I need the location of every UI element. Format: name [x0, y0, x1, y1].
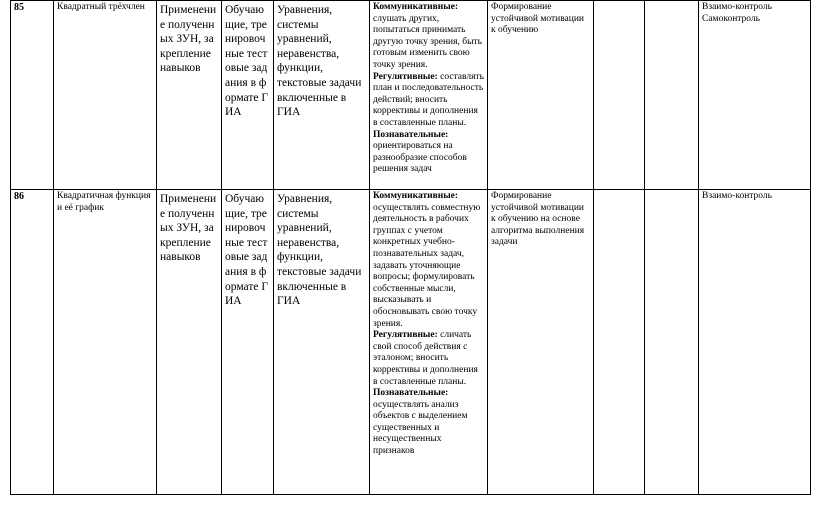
- regulative-text: сличать свой способ действия с эталоном; вносить коррективы и дополнения в составленные планы.: [373, 330, 478, 387]
- control-form: Взаимо-контроль Самоконтроль: [699, 1, 811, 190]
- lesson-form: Обучающие, тренировочные тестовые задания в формате ГИА: [222, 190, 274, 495]
- lesson-topic: Квадратичная функция и её график: [54, 190, 157, 495]
- cognitive-text: осуществлять анализ объектов с выделением существенных и несущественных признаков: [373, 399, 468, 457]
- personal-results: Формирование устойчивой мотивации к обучению на основе алгоритма выполнения задачи: [488, 190, 594, 495]
- cognitive-heading: Познавательные:: [373, 388, 449, 399]
- empty-cell: [594, 190, 645, 495]
- regulative-text: составлять план и последовательность действий; вносить коррективы и дополнения в составленные планы.: [373, 71, 484, 128]
- lesson-content: Уравнения, системы уравнений, неравенства, функции, текстовые задачи включенные в ГИА: [274, 190, 370, 495]
- lesson-topic: Квадратный трёхчлен: [54, 1, 157, 190]
- communicative-text: осуществлять совместную деятельность в рабочих группах с учетом конкретных учебно-познавательных задач, задавать уточняющие вопросы; формулировать собственные мысли, высказывать и обосновывать свою точку зрения.: [373, 202, 481, 329]
- lesson-type: Применение полученных ЗУН, закрепление навыков: [157, 190, 222, 495]
- table-row: [11, 1, 811, 190]
- cognitive-text: ориентироваться на разнообразие способов решения задач: [373, 141, 467, 175]
- empty-cell: [645, 1, 699, 190]
- regulative-heading: Регулятивные:: [373, 330, 438, 341]
- lesson-content: Уравнения, системы уравнений, неравенства, функции, текстовые задачи включенные в ГИА: [274, 1, 370, 190]
- lesson-type: Применение полученных ЗУН, закрепление навыков: [157, 1, 222, 190]
- lesson-number: 86: [11, 190, 54, 495]
- uud-cell: [370, 190, 488, 495]
- lesson-number: 85: [11, 1, 54, 190]
- communicative-heading: Коммуникативные:: [373, 191, 458, 201]
- control-form: Взаимо-контроль: [699, 190, 811, 495]
- communicative-text: слушать других, попытаться принимать другую точку зрения, быть готовым изменить свою точку зрения.: [373, 13, 482, 70]
- empty-cell: [645, 190, 699, 495]
- empty-cell: [594, 1, 645, 190]
- lesson-form: Обучающие, тренировочные тестовые задания в формате ГИА: [222, 1, 274, 190]
- cognitive-heading: Познавательные:: [373, 129, 449, 140]
- lesson-plan-table: [10, 0, 811, 495]
- table-row: [11, 190, 811, 495]
- communicative-heading: Коммуникативные:: [373, 2, 458, 12]
- personal-results: Формирование устойчивой мотивации к обучению: [488, 1, 594, 190]
- uud-cell: [370, 1, 488, 190]
- regulative-heading: Регулятивные:: [373, 71, 438, 82]
